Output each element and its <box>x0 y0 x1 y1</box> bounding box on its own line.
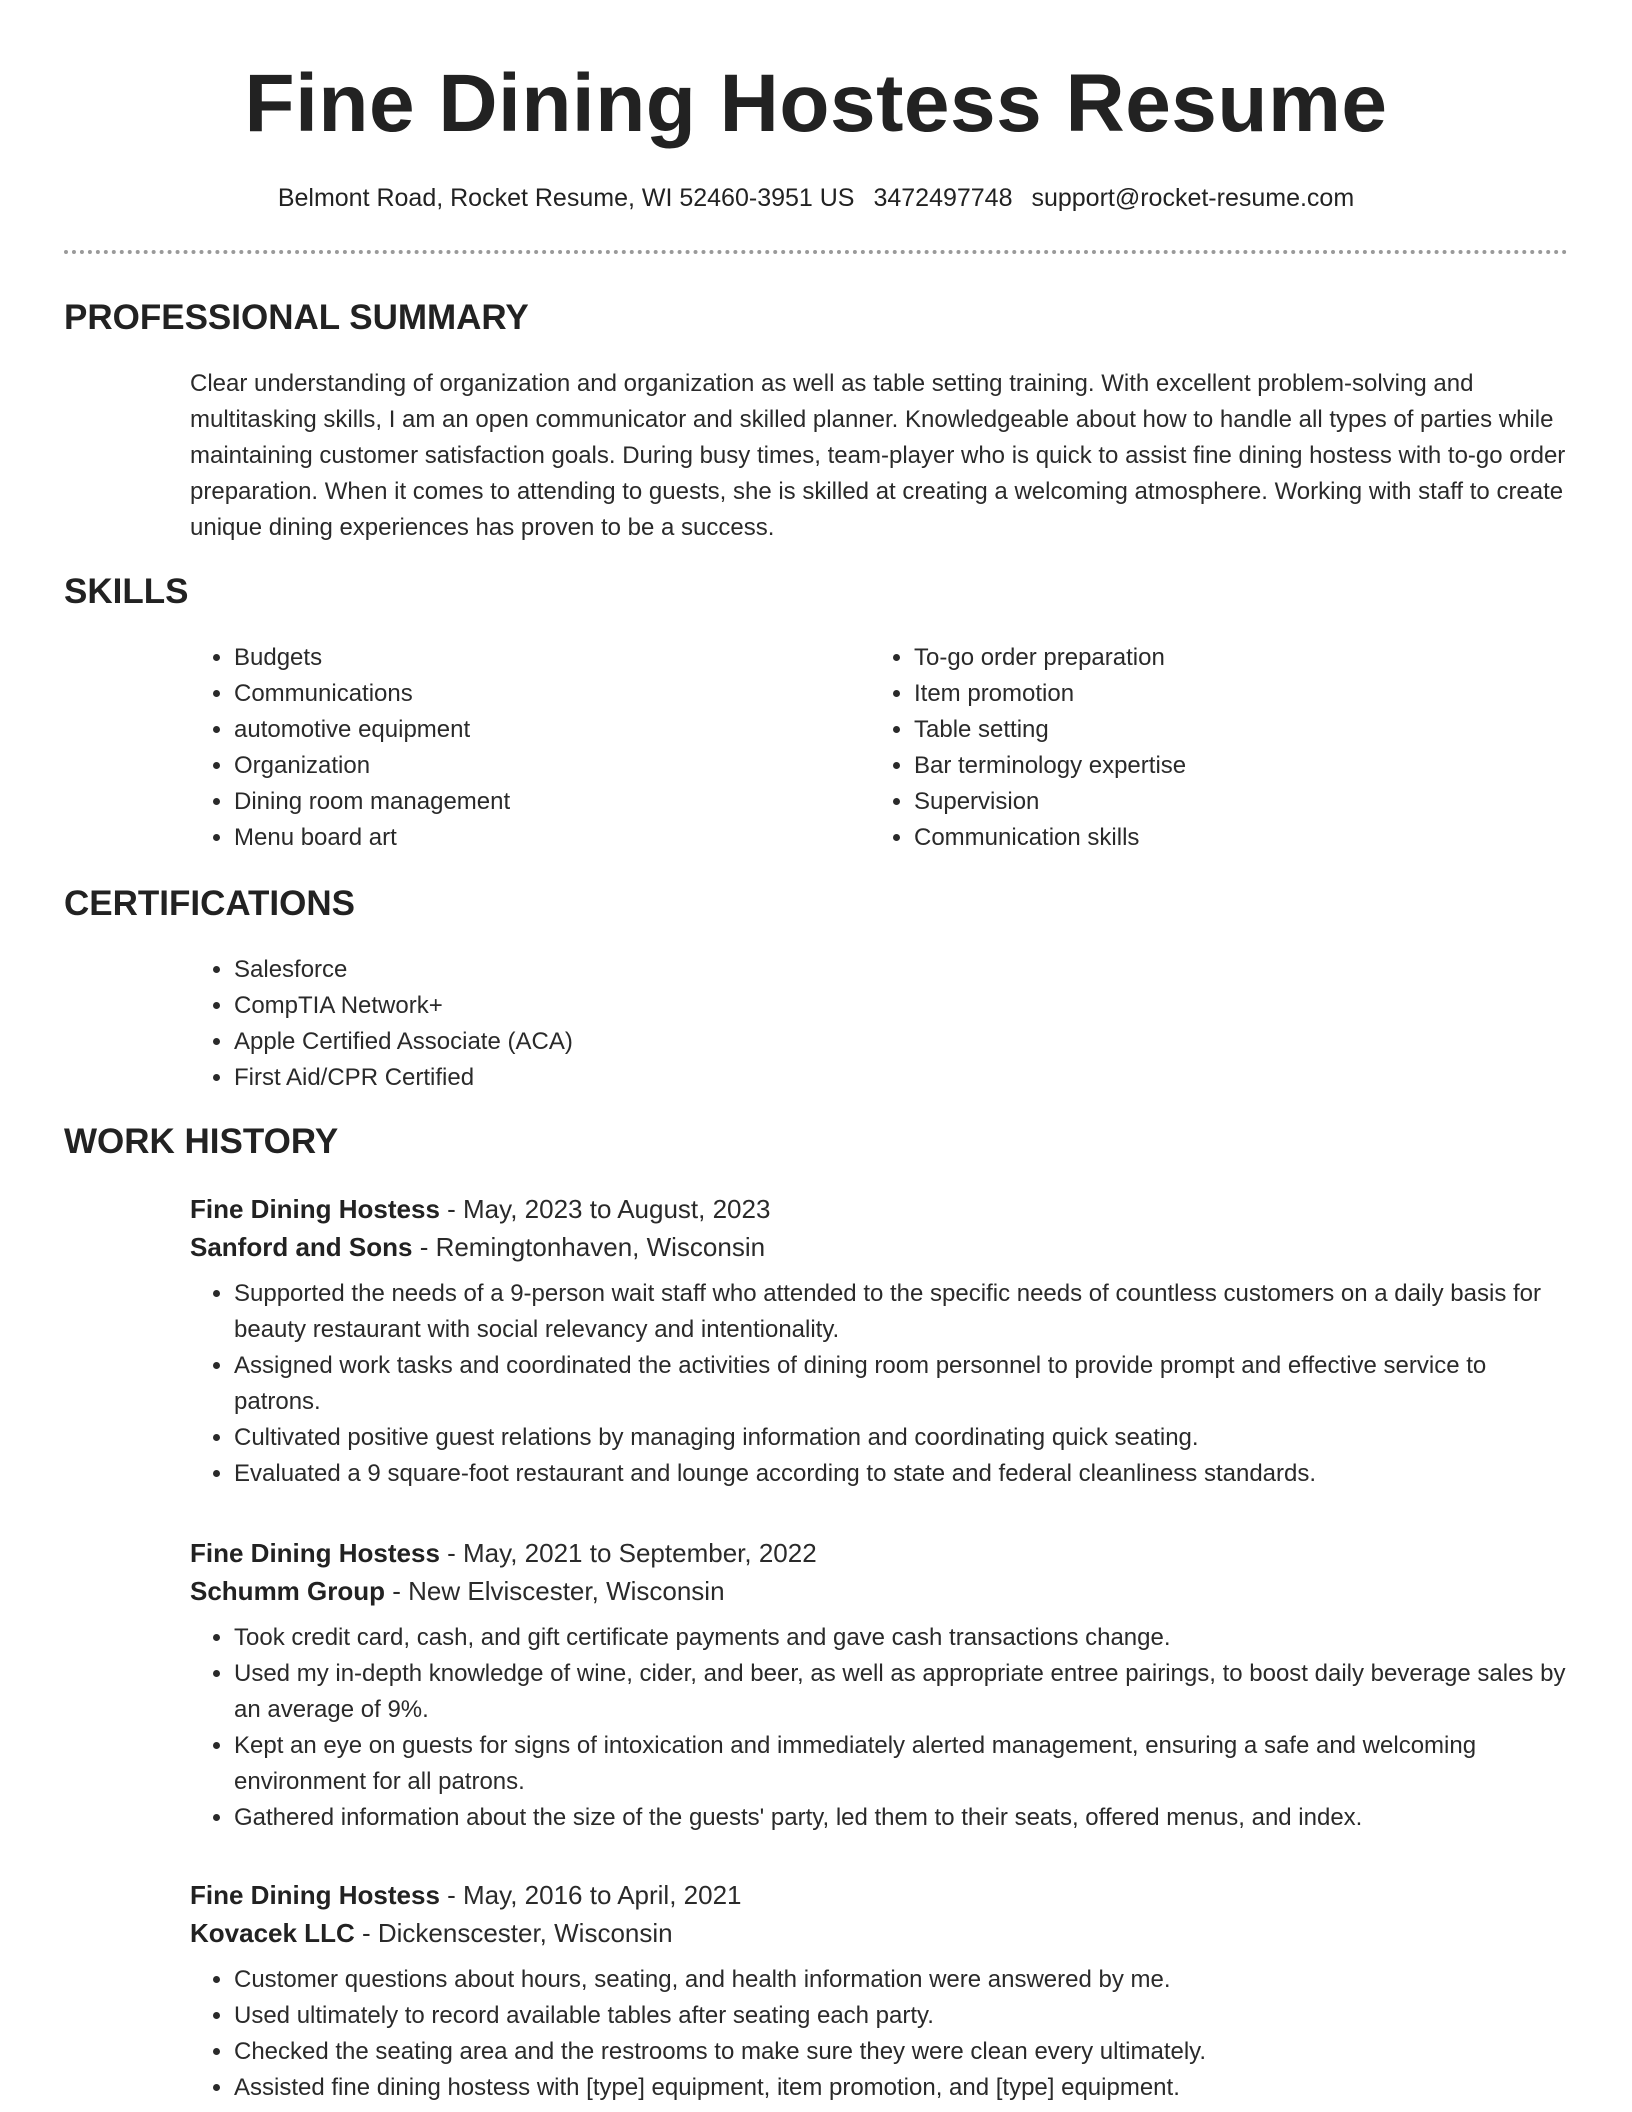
skill-item: • Supervision <box>914 784 1186 820</box>
summary-text: Clear understanding of organization and organization as well as table setting training. With excellent problem-solving and multitasking skills, I am an open communicator and skilled planner. Knowledgeable about how to handle all types of parties while maintaining customer satisfaction goals. During busy times, team-player who is quick to assist fine dining hostess with to-go order preparation. When it comes to attending to guests, she is skilled at creating a welcoming atmosphere. Working with staff to create unique dining experiences has proven to be a success. <box>190 370 1566 541</box>
skill-item: • Organization <box>234 748 510 784</box>
contact-phone: 3472497748 <box>873 184 1013 212</box>
skill-item: • Communication skills <box>914 820 1186 856</box>
contact-line <box>0 182 1632 214</box>
job-title-line <box>190 1534 1568 1572</box>
resume-title: Fine Dining Hostess Resume <box>244 58 1388 149</box>
certifications-list <box>190 952 573 1096</box>
header-divider <box>64 250 1568 254</box>
job-company-line <box>190 1914 1568 1952</box>
skill-item: • Menu board art <box>234 820 510 856</box>
job-dates: - May, 2021 to September, 2022 <box>439 1538 817 1568</box>
contact-address: Belmont Road, Rocket Resume, WI 52460-3951 US <box>277 184 855 212</box>
job-entry <box>190 1190 1568 1492</box>
skill-item: • automotive equipment <box>234 712 510 748</box>
job-bullet: • Used my in-depth knowledge of wine, cider, and beer, as well as appropriate entree pairings, to boost daily beverage sales by an average of 9%. <box>234 1656 1568 1728</box>
job-title: Fine Dining Hostess <box>190 1194 440 1224</box>
skill-item: • Bar terminology expertise <box>914 748 1186 784</box>
job-bullet: • Customer questions about hours, seating, and health information were answered by me. <box>234 1962 1568 1998</box>
job-entry <box>190 1876 1568 2106</box>
job-company: Kovacek LLC <box>190 1918 355 1948</box>
job-bullet: • Checked the seating area and the restrooms to make sure they were clean every ultimately. <box>234 2034 1568 2070</box>
job-company: Sanford and Sons <box>190 1232 413 1262</box>
job-bullet: • Cultivated positive guest relations by managing information and coordinating quick seating. <box>234 1420 1568 1456</box>
skill-item: • Budgets <box>234 640 510 676</box>
job-bullet: • Gathered information about the size of the guests' party, led them to their seats, offered menus, and index. <box>234 1800 1568 1836</box>
skill-item: • Communications <box>234 676 510 712</box>
job-bullet: • Supported the needs of a 9-person wait staff who attended to the specific needs of countless customers on a daily basis for beauty restaurant with social relevancy and intentionality. <box>234 1276 1568 1348</box>
job-bullet: • Took credit card, cash, and gift certificate payments and gave cash transactions change. <box>234 1620 1568 1656</box>
skill-item: • Item promotion <box>914 676 1186 712</box>
job-title: Fine Dining Hostess <box>190 1538 440 1568</box>
job-entry <box>190 1534 1568 1836</box>
certification-item: • First Aid/CPR Certified <box>234 1060 573 1096</box>
job-bullet: • Kept an eye on guests for signs of intoxication and immediately alerted management, ensuring a safe and welcoming environment for all patrons. <box>234 1728 1568 1800</box>
skills-column-right <box>870 640 1186 856</box>
certification-item: • CompTIA Network+ <box>234 988 573 1024</box>
job-title: Fine Dining Hostess <box>190 1880 440 1910</box>
job-bullet: • Assisted fine dining hostess with [type] equipment, item promotion, and [type] equipment. <box>234 2070 1568 2106</box>
skill-item: • Table setting <box>914 712 1186 748</box>
job-company-line <box>190 1572 1568 1610</box>
skill-item: • Dining room management <box>234 784 510 820</box>
job-location: - New Elviscester, Wisconsin <box>385 1576 725 1606</box>
job-company-line <box>190 1228 1568 1266</box>
job-bullet: • Evaluated a 9 square-foot restaurant and lounge according to state and federal cleanliness standards. <box>234 1456 1568 1492</box>
work-history-heading: WORK HISTORY <box>64 1122 339 1161</box>
skill-item: • To-go order preparation <box>914 640 1186 676</box>
job-title-line <box>190 1190 1568 1228</box>
job-bullet: • Assigned work tasks and coordinated the activities of dining room personnel to provide prompt and effective service to patrons. <box>234 1348 1568 1420</box>
job-company: Schumm Group <box>190 1576 386 1606</box>
job-dates: - May, 2023 to August, 2023 <box>439 1194 771 1224</box>
job-bullet: • Used ultimately to record available tables after seating each party. <box>234 1998 1568 2034</box>
summary-heading: PROFESSIONAL SUMMARY <box>64 298 529 337</box>
job-location: - Dickenscester, Wisconsin <box>354 1918 673 1948</box>
skills-column-left <box>190 640 510 856</box>
skills-heading: SKILLS <box>64 572 189 611</box>
contact-email: support@rocket-resume.com <box>1031 184 1355 212</box>
job-location: - Remingtonhaven, Wisconsin <box>412 1232 766 1262</box>
job-title-line <box>190 1876 1568 1914</box>
certification-item: • Apple Certified Associate (ACA) <box>234 1024 573 1060</box>
certification-item: • Salesforce <box>234 952 573 988</box>
certifications-heading: CERTIFICATIONS <box>64 884 356 923</box>
job-dates: - May, 2016 to April, 2021 <box>439 1880 742 1910</box>
